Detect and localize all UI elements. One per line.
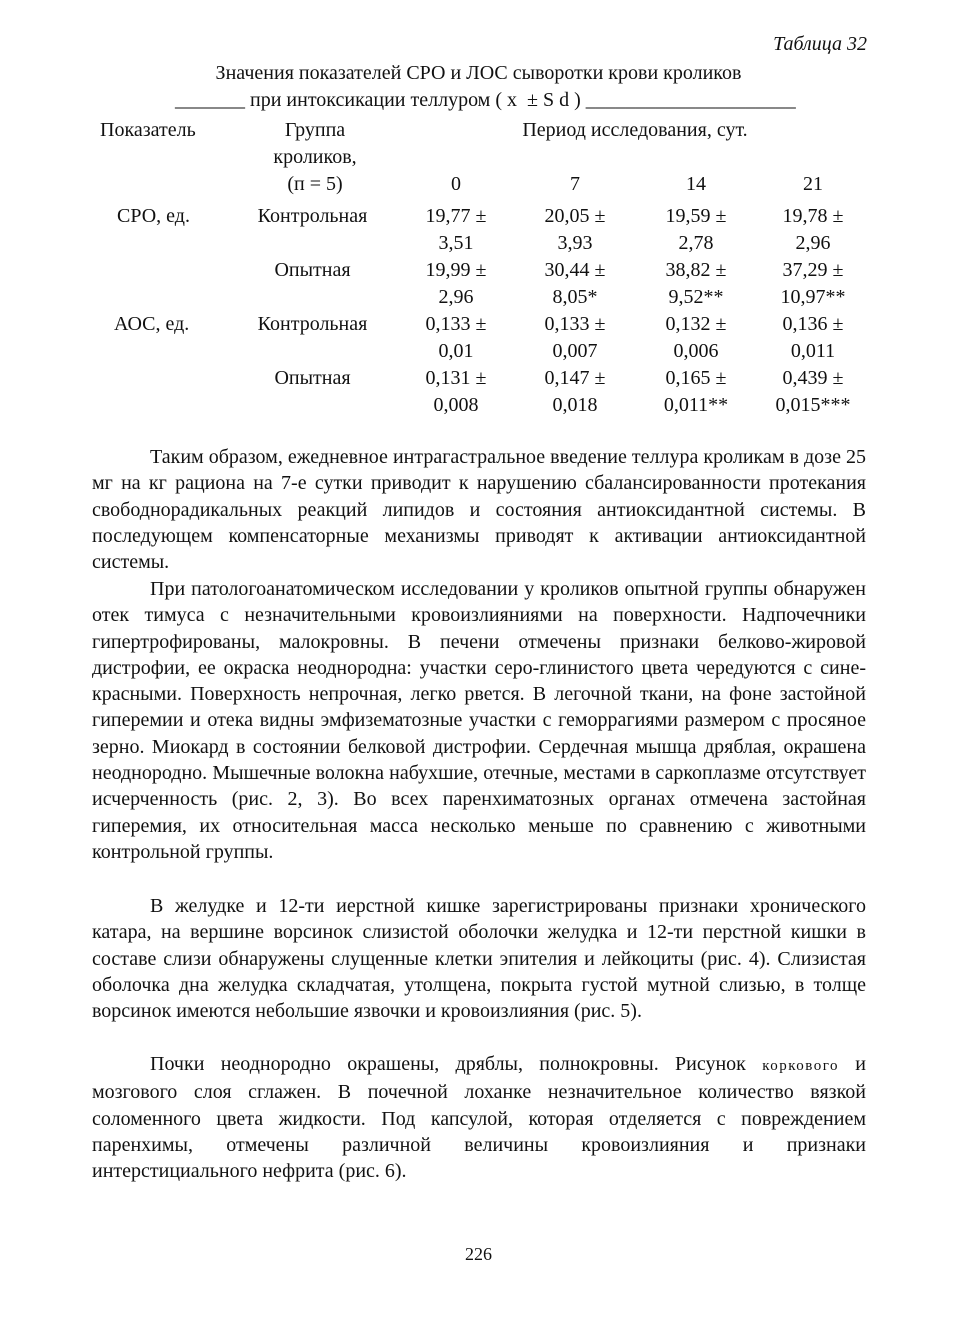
cell-mean: 0,439 ± [782,367,844,389]
cell-sd: 2,96 [795,232,831,254]
table-caption-line1: Значения показателей СРО и ЛОС сыворотки крови кроликов [215,62,742,84]
cell-mean: 20,05 ± [544,205,606,227]
cell-mean: 0,131 ± [425,367,487,389]
cell-sd: 0,006 [673,340,719,362]
cell-mean: 30,44 ± [544,259,606,281]
cell-sd: 2,96 [438,286,474,308]
cell-sd: 0,008 [433,394,479,416]
cell-sd: 0,011** [663,394,729,416]
paragraph-conclusion: Таким образом, ежедневное интрагастральное введение теллура кроликам в дозе 25 мг на кг рациона на 7-е сутки приводит к нарушению сбалансированности протекания свободнорадикальных реакций липидов и состояния антиоксидантной системы. В последующем компенсаторные механизмы приводят к активации антиоксидантной системы. [92,446,866,574]
kidneys-text-start: Почки неоднородно окрашены, дряблы, полнокровны. Рисунок [150,1053,763,1075]
paragraph-kidneys [92,1051,866,1184]
header-group-line3: (п = 5) [287,173,343,195]
cell-mean: 19,99 ± [425,259,487,281]
row-group: Контрольная [257,313,368,335]
cell-sd: 0,007 [552,340,598,362]
table-caption-line2: _______ при интоксикации теллуром ( x ± S d ) _____________________ [175,89,796,111]
cell-mean: 0,165 ± [665,367,727,389]
header-indicator: Показатель [100,119,196,141]
cell-sd: 0,015*** [775,394,851,416]
header-day-14: 14 [686,173,706,195]
cell-mean: 19,78 ± [782,205,844,227]
cell-sd: 0,011 [790,340,836,362]
header-day-7: 7 [570,173,580,195]
page-number: 226 [465,1244,492,1264]
cell-sd: 10,97** [780,286,846,308]
row-group: Контрольная [257,205,368,227]
row-indicator: АОС, ед. [114,313,190,335]
cell-mean: 0,147 ± [544,367,606,389]
paragraph-pathology: При патологоанатомическом исследовании у кроликов опытной группы обнаружен отек тимуса с незначительными кровоизлияниями на поверхности. Надпочечники гипертрофированы, малокровны. В печени отмечены признаки белково-жировой дистрофии, ее окраска неоднородна: участки серо-глинистого цвета чередуются с сине-красными. Поверхность непрочная, легко рвется. В легочной ткани, на фоне застойной гиперемии и отека видны эмфизематозные участки с геморрагиями размером с просяное зерно. Миокард в состоянии белковой дистрофии. Сердечная мышца дряблая, окрашена неоднородно. Мышечные волокна набухшие, отечные, местами в саркоплазме отсутствует исчерченность (рис. 2, 3). Во всех паренхиматозных органах отмечена застойная гиперемия, их относительная масса несколько меньше по сравнению с животными контрольной группы. [92,578,866,863]
cell-mean: 19,59 ± [665,205,727,227]
row-group: Опытная [274,367,351,389]
cell-sd: 9,52** [668,286,724,308]
cell-mean: 38,82 ± [665,259,727,281]
cell-sd: 0,01 [438,340,474,362]
header-period: Период исследования, сут. [522,119,748,141]
cell-sd: 8,05* [552,286,598,308]
kidneys-text-end: и мозгового слоя сглажен. В почечной лоханке незначительное количество вязкой соломенного цвета жидкости. Под капсулой, которая отделяется с повреждением паренхимы, отмечены различной величины кровоизлияния и признаки интерстициального нефрита (рис. 6). [92,1053,867,1183]
cell-sd: 3,51 [438,232,474,254]
row-group: Опытная [274,259,351,281]
cell-mean: 0,133 ± [544,313,606,335]
cell-mean: 19,77 ± [425,205,487,227]
header-group-line2: кроликов, [273,146,357,168]
header-day-21: 21 [803,173,823,195]
paragraph-stomach: В желудке и 12-ти иерстной кишке зарегистрированы признаки хронического катара, на вершине ворсинок слизистой оболочки желудка и 12-ти перстной кишки в составе слизи обнаружены слущенные клетки эпителия и лейкоциты (рис. 4). Слизистая оболочка дна желудка складчатая, утолщена, покрыта густой мутной слизью, в толще ворсинок имеются небольшие язвочки и кровоизлияния (рис. 5). [92,895,866,1023]
row-indicator: СРО, ед. [117,205,190,227]
header-group-line1: Группа [284,119,346,141]
kidneys-text-cortical: коркового [762,1058,839,1074]
table-label: Таблица 32 [773,33,867,55]
cell-mean: 37,29 ± [782,259,844,281]
cell-sd: 0,018 [552,394,598,416]
cell-mean: 0,133 ± [425,313,487,335]
cell-sd: 2,78 [678,232,714,254]
cell-mean: 0,136 ± [782,313,844,335]
cell-sd: 3,93 [557,232,593,254]
cell-mean: 0,132 ± [665,313,727,335]
header-day-0: 0 [451,173,461,195]
